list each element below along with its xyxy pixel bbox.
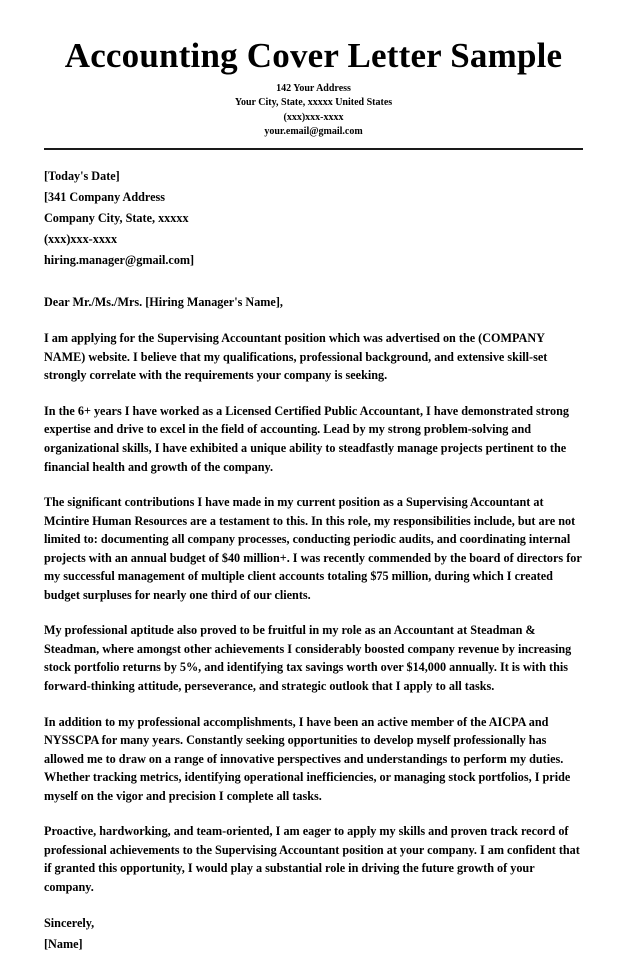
valediction: Sincerely,: [44, 916, 95, 931]
header-divider: [44, 148, 583, 150]
body-paragraph: The significant contributions I have made in my current position as a Supervising Accountant at Mcintire Human Resources are a testament to this. In this role, my responsibilities include, but are not limited to: documenting all company processes, conducting periodic audits, and coordinating internal projects with an annual budget of $40 million+. I was recently commended by the board of directors for my successful management of multiple client accounts totaling $75 million, during which I created budget surpluses for nearly one third of our clients.: [44, 495, 582, 602]
letter-date: [Today's Date]: [44, 169, 120, 183]
sender-city-line: Your City, State, xxxxx United States: [234, 97, 393, 109]
recipient-city-line: Company City, State, xxxxx: [44, 210, 189, 225]
body-paragraph: Proactive, hardworking, and team-oriented, I am eager to apply my skills and proven track record of professional achievements to the Supervising Accountant position at your company. I am confident that if granted this opportunity, I would play a substantial role in driving the future growth of your company.: [44, 824, 580, 894]
recipient-email-line: hiring.manager@gmail.com]: [44, 252, 195, 267]
sender-contact-block: [44, 82, 583, 139]
body-paragraph: In addition to my professional accomplishments, I have been an active member of the AICPA and NYSSCPA for many years. Constantly seeking opportunities to develop myself professionally has allowed me to draw on a range of innovative perspectives and understandings to perform my duties. Whether tracking metrics, identifying operational inefficiencies, or managing stock portfolios, I pride myself on the vigor and precision I complete all tasks.: [44, 714, 571, 803]
recipient-address-block: [44, 166, 583, 271]
body-paragraph: I am applying for the Supervising Accountant position which was advertised on the (COMPANY NAME) website. I believe that my qualifications, professional background, and extensive skill-set strongly correlate with the requirements your company is seeking.: [44, 331, 548, 383]
body-paragraph: My professional aptitude also proved to be fruitful in my role as an Accountant at Steadman & Steadman, where amongst other achievements I considerably boosted company revenue by increasing stock portfolio returns by 5%, and identifying tax savings worth over $14,000 annually. It is with this forward-thinking attitude, perseverance, and strategic outlook that I apply to all tasks.: [44, 623, 572, 693]
recipient-phone-line: (xxx)xxx-xxxx: [44, 231, 118, 246]
sender-phone-line: (xxx)xxx-xxxx: [283, 111, 344, 123]
body-paragraph: In the 6+ years I have worked as a Licensed Certified Public Accountant, I have demonstrated strong expertise and drive to excel in the field of accounting. Lead by my strong problem-solving and organizational skills, I have exhibited a unique ability to steadfastly manage projects pertinent to the financial health and growth of the company.: [44, 403, 570, 474]
sender-email-line: your.email@gmail.com: [264, 125, 363, 137]
salutation-line: Dear Mr./Ms./Mrs. [Hiring Manager's Name],: [44, 294, 283, 309]
signature-name: [Name]: [44, 937, 83, 952]
letter-body: [44, 329, 583, 896]
letter-closing: [44, 913, 583, 955]
page-title: Accounting Cover Letter Sample: [64, 36, 563, 75]
recipient-street-line: [341 Company Address: [44, 189, 165, 204]
sender-address-line: 142 Your Address: [276, 83, 351, 95]
